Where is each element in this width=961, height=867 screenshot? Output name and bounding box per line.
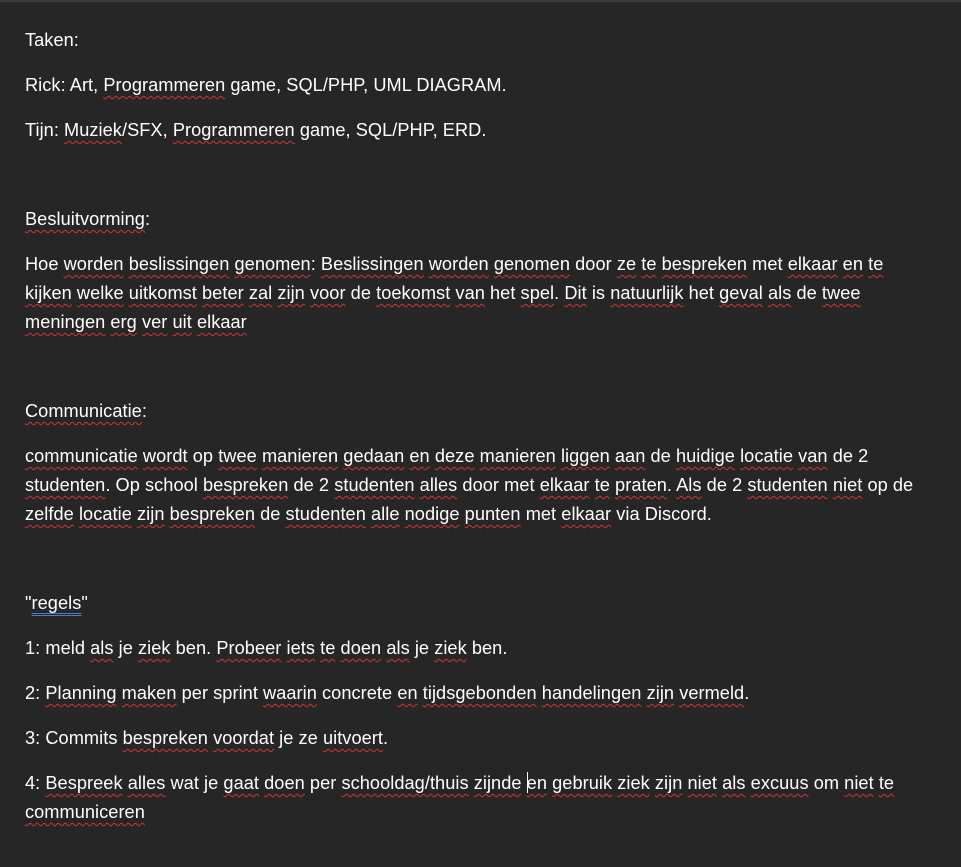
tijn-tasks [25,116,930,145]
text-run: ben. [466,638,508,658]
spelling-flag: Dit [564,283,587,303]
spelling-flag: huidige [675,446,735,466]
tijn-text: Tijn: [25,120,65,140]
spelling-flag: bespreken [203,475,289,495]
text-run: de 2 [827,446,869,466]
spelling-flag: zijnde [473,773,522,793]
spelling-flag: toekomst [376,283,451,303]
heading-colon: : [141,401,147,421]
communicatie-paragraph [25,442,930,529]
spelling-flag: worden [428,254,489,274]
spelling-flag: praten [615,475,667,495]
text-run: je ze [274,728,323,748]
spelling-flag: deze [434,446,475,466]
spelling-flag: en [409,446,430,466]
spelling-flag: Muziek [64,120,122,140]
spelling-flag: excuus [750,773,809,793]
spelling-flag: iets [286,638,316,658]
spelling-flag: Besluitvorming [25,209,145,229]
spelling-flag: genomen [234,254,311,274]
text-run: met [747,254,788,274]
spelling-flag: liggen [560,446,610,466]
spelling-flag: Planning [45,683,117,703]
spelling-flag: en [842,254,864,274]
spelling-flag: te [320,638,336,658]
communicatie-heading [25,397,930,426]
spelling-flag: uitvoert [322,728,383,748]
spelling-flag: ziek [434,638,467,658]
spelling-flag: wordt [142,446,188,466]
spelling-flag: beter [202,283,244,303]
spelling-flag: meningen [25,312,106,332]
spelling-flag: niet [832,475,863,495]
spelling-flag: alles [127,773,166,793]
quote-mark: " [25,593,32,613]
spelling-flag: communicatie [25,446,138,466]
spelling-flag: alle [371,504,400,524]
text-run: . [383,728,389,748]
spelling-flag: als [722,773,746,793]
spelling-flag: Programmeren [103,75,226,95]
spelling-flag: gebruik [552,773,613,793]
text-run: de 2 [288,475,335,495]
regels-heading [25,589,930,618]
text-run: je [113,638,138,658]
spelling-flag: bespreken [122,728,208,748]
spelling-flag: ver [141,312,168,332]
spelling-flag: twee [218,446,257,466]
spelling-flag: als [767,283,792,303]
spelling-flag: nodige [404,504,460,524]
spelling-flag: voor [309,283,346,303]
spelling-flag: zijn [654,773,683,793]
spelling-flag: niet [844,773,874,793]
spelling-flag: schooldag/thuis [341,773,469,793]
rick-text: game, SQL/PHP, UML DIAGRAM. [225,75,507,95]
spelling-flag: Beslissingen [320,254,424,274]
quote-mark: " [81,593,88,613]
spelling-flag: uit [172,312,192,332]
spelling-flag: manieren [261,446,339,466]
spelling-flag: aan [614,446,646,466]
spelling-flag: kijken [25,283,72,303]
text-run: per sprint [176,683,264,703]
spelling-flag: waarin [263,683,317,703]
spelling-flag: punten [464,504,521,524]
spelling-flag: voordat [213,728,275,748]
spelling-flag: als [90,638,114,658]
text-run: is [586,283,611,303]
spelling-flag: te [641,254,657,274]
rick-text: Rick: Art, [25,75,104,95]
spelling-flag: spel [520,283,555,303]
text-run: de [791,283,822,303]
spelling-flag: elkaar [561,504,612,524]
spelling-flag: zijn [646,683,675,703]
rule-1 [25,634,930,663]
spelling-flag: te [868,254,884,274]
spelling-flag: natuurlijk [610,283,684,303]
taken-heading [25,26,930,55]
text-run: de [645,446,676,466]
spelling-flag: studenten [334,475,415,495]
spelling-flag: erg [110,312,137,332]
spelling-flag: maken [121,683,177,703]
text-run: door met [457,475,540,495]
spelling-flag: elkaar [539,475,590,495]
text-run: door [570,254,617,274]
spelling-flag: van [798,446,828,466]
spelling-flag: van [455,283,485,303]
text-run: . [554,283,565,303]
text-run: 3: Commits [25,728,123,748]
document-body[interactable] [25,26,930,827]
window-top-border [0,0,961,2]
spelling-flag: zijn [277,283,305,303]
tijn-text: game, SQL/PHP, ERD. [294,120,487,140]
spelling-flag: studenten [25,475,106,495]
spelling-flag: Programmeren [172,120,295,140]
text-run: 2: [25,683,46,703]
spelling-flag: ziek [137,638,171,658]
spelling-flag: twee [821,283,861,303]
spelling-flag: Als [676,475,702,495]
besluitvorming-heading [25,205,930,234]
text-run: 1: meld [25,638,91,658]
spelling-flag: vermeld [679,683,745,703]
spelling-flag: manieren [479,446,556,466]
spelling-flag: te [878,773,895,793]
spelling-flag: genomen [493,254,571,274]
spelling-flag: bespreken [661,254,748,274]
spelling-flag: handelingen [541,683,642,703]
text-run: de 2 [701,475,748,495]
spelling-flag: tijdsgebonden [422,683,537,703]
spelling-flag: bespreken [169,504,255,524]
text-run: het [484,283,521,303]
text-run: de [345,283,377,303]
rule-2 [25,679,930,708]
spelling-flag: communiceren [25,802,145,822]
text-run: het [683,283,720,303]
tijn-text: /SFX, [121,120,173,140]
spelling-flag: beslissingen [128,254,230,274]
text-run: via Discord. [611,504,712,524]
spelling-flag: elkaar [787,254,838,274]
spelling-flag: studenten [747,475,828,495]
spelling-flag: welke [76,283,124,303]
spelling-flag: alles [419,475,458,495]
spelling-flag: geval [719,283,763,303]
spelling-flag: niet [687,773,718,793]
text-run: op de [862,475,914,495]
rule-3 [25,724,930,753]
spelling-flag: doen [264,773,305,793]
text-run: op [187,446,219,466]
rule-4 [25,769,930,827]
spelling-flag: zijn [137,504,165,524]
text-run: . [744,683,750,703]
text-run: per [304,773,342,793]
text-run: wat je [165,773,224,793]
spelling-flag: Bespreek [45,773,123,793]
text-run: de [255,504,286,524]
text-run: Hoe [25,254,64,274]
spelling-flag: worden [63,254,124,274]
spelling-flag: zelfde [25,504,74,524]
spelling-flag: locatie [740,446,793,466]
text-run: met [520,504,562,524]
heading-colon: : [144,209,151,229]
spelling-flag: uitkomst [128,283,197,303]
spelling-flag: gedaan [343,446,405,466]
besluitvorming-paragraph [25,250,930,337]
spelling-flag: locatie [78,504,132,524]
spelling-flag: gaat [223,773,260,793]
text-run: ben. [170,638,217,658]
taken-heading-text: Taken: [25,30,79,50]
text-run: . Op school [105,475,203,495]
grammar-flag: regels [31,593,82,613]
text-run: concrete [316,683,398,703]
text-run: je [409,638,435,658]
spelling-flag: elkaar [196,312,247,332]
spelling-flag: Probeer [216,638,282,658]
spelling-flag: en [526,773,547,793]
spelling-flag: ze [616,254,637,274]
text-run: 4: [25,773,46,793]
spelling-flag: Communicatie [25,401,142,421]
spelling-flag: en [397,683,418,703]
spelling-flag: doen [340,638,382,658]
text-run: . [666,475,677,495]
spelling-flag: studenten [285,504,366,524]
spelling-flag: ziek [617,773,650,793]
text-run: : [310,254,321,274]
rick-tasks [25,71,930,100]
spelling-flag: als [386,638,410,658]
text-run: om [808,773,845,793]
spelling-flag: zal [248,283,273,303]
spelling-flag: te [594,475,610,495]
